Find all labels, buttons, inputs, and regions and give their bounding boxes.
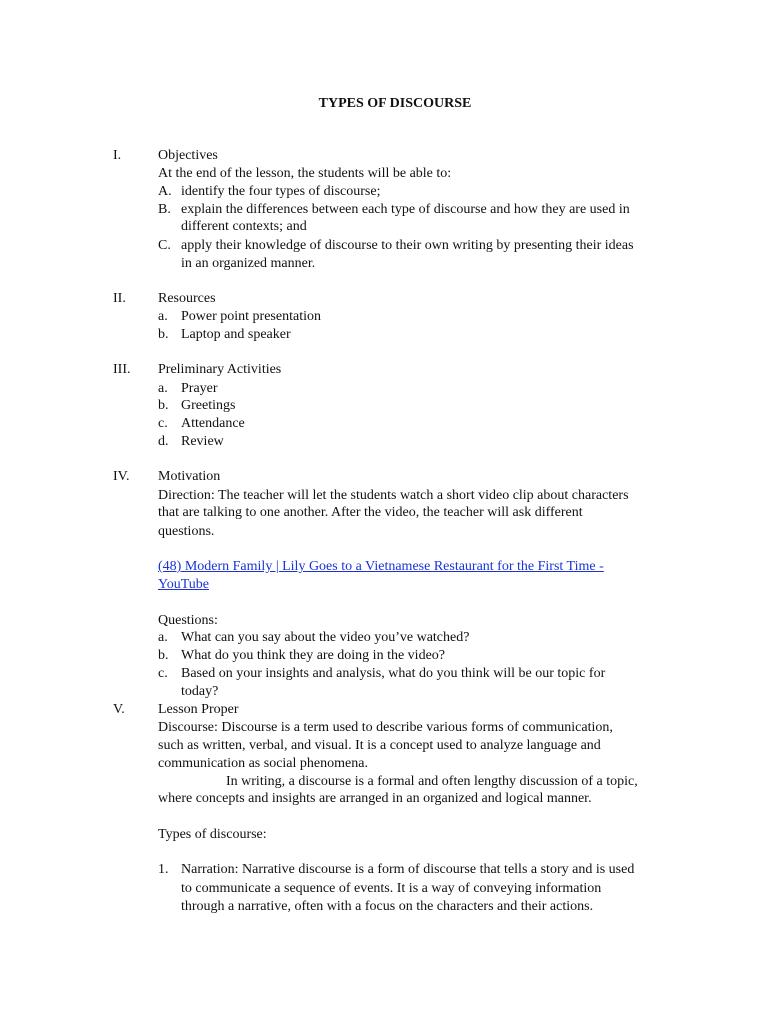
objective-text: identify the four types of discourse; bbox=[181, 184, 381, 199]
writing-paragraph: In writing, a discourse is a formal and often lengthy discussion of a topic, bbox=[226, 774, 638, 789]
discourse-definition: Discourse: Discourse is a term used to describe various forms of communication, bbox=[158, 720, 613, 735]
narration-text: Narration: Narrative discourse is a form of discourse that tells a story and is used bbox=[181, 862, 635, 877]
document-title: TYPES OF DISCOURSE bbox=[318, 96, 472, 111]
section-number: I. bbox=[113, 148, 122, 163]
section-number: III. bbox=[113, 362, 131, 377]
section-heading-objectives: Objectives bbox=[158, 148, 218, 163]
video-link[interactable]: (48) Modern Family | Lily Goes to a Vietnamese Restaurant for the First Time - bbox=[158, 559, 604, 574]
objective-text: in an organized manner. bbox=[181, 256, 316, 271]
section-number: II. bbox=[113, 291, 126, 306]
discourse-definition: communication as social phenomena. bbox=[158, 756, 368, 771]
list-label: A. bbox=[158, 184, 172, 199]
types-label: Types of discourse: bbox=[158, 827, 267, 842]
question-text: What can you say about the video you’ve watched? bbox=[181, 630, 470, 645]
section-number: IV. bbox=[113, 469, 130, 484]
section-heading-resources: Resources bbox=[158, 291, 216, 306]
section-heading-preliminary: Preliminary Activities bbox=[158, 362, 282, 377]
question-text: What do you think they are doing in the video? bbox=[181, 648, 445, 663]
question-text: today? bbox=[181, 684, 219, 699]
list-label: c. bbox=[158, 416, 168, 431]
objective-text: different contexts; and bbox=[181, 219, 307, 234]
resource-item: Laptop and speaker bbox=[181, 327, 291, 342]
list-label: b. bbox=[158, 398, 169, 413]
questions-label: Questions: bbox=[158, 613, 218, 628]
resource-item: Power point presentation bbox=[181, 309, 321, 324]
list-label: c. bbox=[158, 666, 168, 681]
list-label: d. bbox=[158, 434, 169, 449]
narration-text: to communicate a sequence of events. It is a way of conveying information bbox=[181, 881, 602, 896]
section-number: V. bbox=[113, 702, 125, 717]
activity-item: Prayer bbox=[181, 381, 218, 396]
video-link[interactable]: YouTube bbox=[158, 577, 209, 592]
list-label: C. bbox=[158, 238, 171, 253]
activity-item: Attendance bbox=[181, 416, 245, 431]
list-label: b. bbox=[158, 648, 169, 663]
narration-text: through a narrative, often with a focus on the characters and their actions. bbox=[181, 899, 594, 914]
activity-item: Greetings bbox=[181, 398, 236, 413]
list-label: 1. bbox=[158, 862, 169, 877]
list-label: a. bbox=[158, 630, 168, 645]
direction-text: that are talking to one another. After the video, the teacher will ask different bbox=[158, 505, 583, 520]
list-label: B. bbox=[158, 202, 171, 217]
objective-text: apply their knowledge of discourse to their own writing by presenting their ideas bbox=[181, 238, 634, 253]
discourse-definition: such as written, verbal, and visual. It is a concept used to analyze language and bbox=[158, 738, 601, 753]
objectives-intro: At the end of the lesson, the students will be able to: bbox=[158, 166, 452, 181]
section-heading-motivation: Motivation bbox=[158, 469, 221, 484]
direction-text: questions. bbox=[158, 524, 215, 539]
objective-text: explain the differences between each type of discourse and how they are used in bbox=[181, 202, 630, 217]
activity-item: Review bbox=[181, 434, 224, 449]
list-label: b. bbox=[158, 327, 169, 342]
list-label: a. bbox=[158, 309, 168, 324]
direction-text: Direction: The teacher will let the students watch a short video clip about characters bbox=[158, 488, 629, 503]
list-label: a. bbox=[158, 381, 168, 396]
writing-paragraph: where concepts and insights are arranged in an organized and logical manner. bbox=[158, 791, 592, 806]
section-heading-lesson-proper: Lesson Proper bbox=[158, 702, 239, 717]
question-text: Based on your insights and analysis, what do you think will be our topic for bbox=[181, 666, 606, 681]
